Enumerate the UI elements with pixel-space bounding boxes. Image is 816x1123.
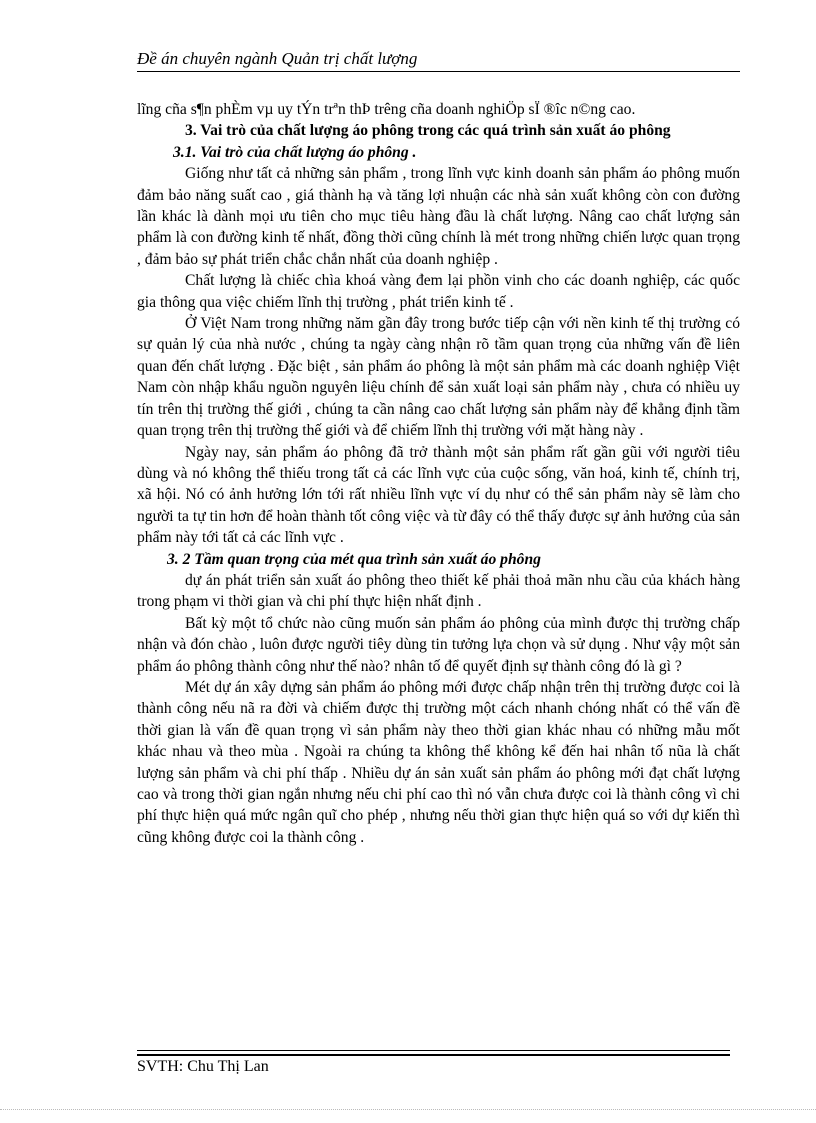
section-heading-3: 3. Vai trò của chất lượng áo phông trong các quá trình sản xuất áo phông: [185, 122, 671, 140]
subsection-heading-3-1: 3.1. Vai trò của chất lượng áo phông .: [173, 143, 417, 161]
paragraph: Bất kỳ một tổ chức nào cũng muốn sản phẩm áo phông của mình được thị trường chấp nhận và đón chào , luôn được người tiêy dùng tin tưởng lựa chọn và sử dụng . Như vậy một sản phẩm áo phông thành công như thế nào? nhân tố để quyết định sự thành công đó là gì ?: [137, 614, 740, 675]
document-body: [137, 99, 740, 848]
paragraph: Mét dự án xây dựng sản phẩm áo phông mới được chấp nhận trên thị trường được coi là thành công nếu nã ra đời và chiếm được thị trường một cách nhanh chóng nhất có thể vấn đề thời gian là vấn đề quan trọng vì sản phẩm này theo thời gian khác nhau có những mẫu mốt khác nhau và theo mùa . Ngoài ra chúng ta không thể không kể đến hai nhân tố nũa là chất lượng sản phẩm và chi phí thấp . Nhiều dự án sản xuất sản phẩm áo phông mới đạt chất lượng cao và trong thời gian ngắn nhưng nếu chi phí cao thì nó vẫn chưa được coi là thành công vì chi phí thực hiện quá mức ngân quĩ cho phép , nhưng nếu thời gian thực hiện quá so với dự kiến thì cũng không được coi la thành công .: [137, 678, 740, 846]
paragraph: dự án phát triển sản xuất áo phông theo thiết kế phải thoả mãn nhu cầu của khách hàng trong phạm vi thời gian và chi phí thực hiện nhất định .: [137, 571, 740, 611]
page-footer: SVTH: Chu Thị Lan: [137, 1058, 269, 1075]
paragraph: Chất lượng là chiếc chìa khoá vàng đem lại phồn vinh cho các doanh nghiệp, các quốc gia thông qua việc chiếm lĩnh thị trường , phát triển kinh tế .: [137, 272, 740, 311]
header-rule: [137, 71, 740, 72]
paragraph-continued: lĩng cña s¶n phÈm vµ uy tÝn trªn thÞ trêng cña doanh nghiÖp sÏ ®îc n©ng cao.: [137, 101, 636, 118]
page-header: Đề án chuyên ngành Quản trị chất lượng: [137, 49, 418, 68]
paragraph: Giống như tất cả những sản phẩm , trong lĩnh vực kinh doanh sản phẩm áo phông muốn đảm bảo năng suất cao , giá thành hạ và tăng lợi nhuận các nhà sản xuất không còn con đường lần khác là dành mọi ưu tiên cho mục tiêu hàng đầu là chất lượng. Nâng cao chất lượng sản phẩm là con đường kinh tế nhất, đồng thời cũng chính là mét trong những chiến lược quan trọng , đảm bảo sự phát triển chắc chắn nhất của doanh nghiệp .: [137, 165, 740, 268]
paragraph: Ở Việt Nam trong những năm gần đây trong bước tiếp cận với nền kinh tế thị trường có sự quản lý của nhà nước , chúng ta ngày càng nhận rõ tầm quan trọng của những vấn đề liên quan đến chất lượng . Đặc biệt , sản phẩm áo phông là một sản phẩm mà các doanh nghiệp Việt Nam còn nhập khẩu nguồn nguyên liệu chính để sản xuất loại sản phẩm này , chưa có nhiều uy tín trên thị trường thế giới , chúng ta cần nâng cao chất lượng sản phẩm này để khẳng định tầm quan trọng trên thị trường thế giới và để chiếm lĩnh thị trường với mặt hàng này .: [137, 315, 740, 440]
page-boundary: [0, 1109, 816, 1110]
paragraph: Ngày nay, sản phẩm áo phông đã trở thành một sản phẩm rất gần gũi với người tiêu dùng và nó không thể thiếu trong tất cả các lĩnh vực của cuộc sống, văn hoá, kinh tế, chính trị, xã hội. Nó có ảnh hưởng lớn tới rất nhiều lĩnh vực ví dụ như có thể sản phẩm này sẽ làm cho người ta tự tin hơn để hoàn thành tốt công việc và từ đây có thể thấy được sự ảnh hưởng của sản phẩm này tới tất cả các lĩnh vực .: [137, 443, 740, 547]
subsection-heading-3-2: 3. 2 Tầm quan trọng của mét qua trình sản xuất áo phông: [167, 550, 541, 568]
footer-rule: [137, 1050, 730, 1051]
